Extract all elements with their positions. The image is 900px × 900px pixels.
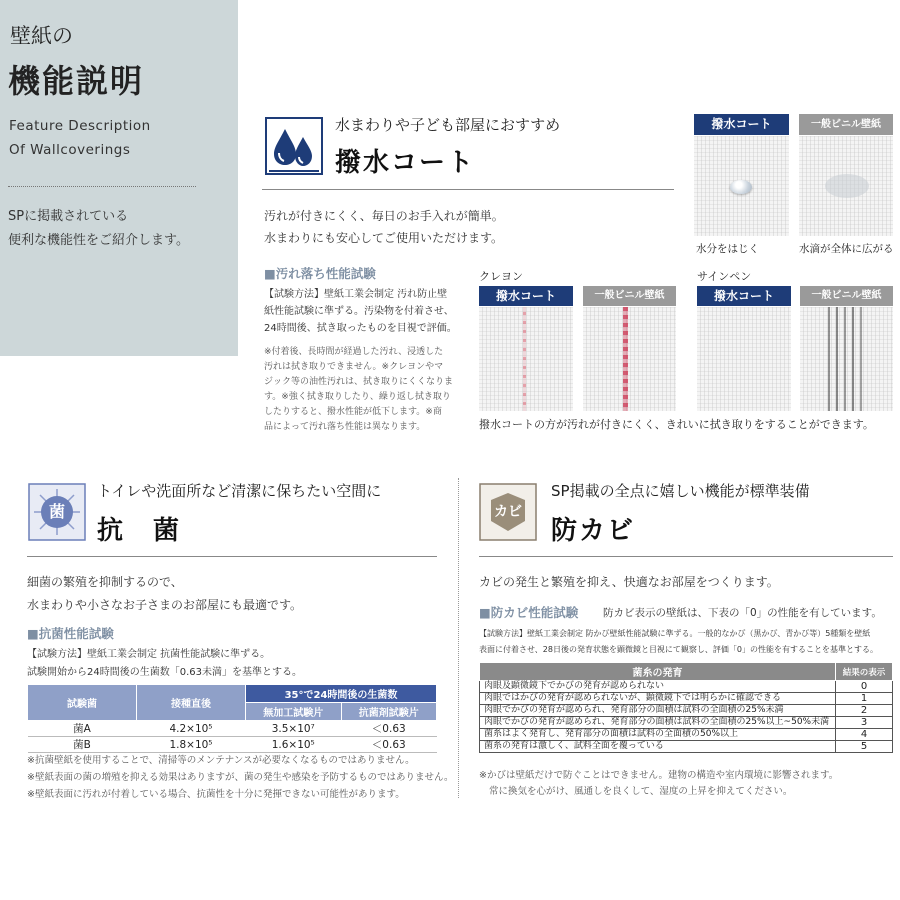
cell-growth: 肉眼でかびの発育が認められ、発育部分の面積は試料の全面積の25%未満 [480, 705, 836, 717]
th-bacteria: 試験菌 [28, 685, 137, 721]
intro-en-line2: Of Wallcoverings [9, 142, 131, 158]
water-test-title: ■汚れ落ち性能試験 [264, 266, 376, 281]
mold-table [479, 662, 893, 753]
water-note: す。※強く拭き取りしたり、繰り返し拭き取り [264, 392, 451, 402]
cell-level: 2 [836, 705, 893, 717]
cell-plain: 1.6×10⁵ [246, 737, 342, 753]
antibac-divider [27, 556, 437, 557]
antibac-note: ※抗菌壁紙を使用することで、清掃等のメンテナンスが必要なくなるものではありません。 [27, 755, 415, 766]
section-separator [458, 478, 459, 798]
antibac-desc-line2: 水まわりや小さなお子さまのお部屋にも最適です。 [27, 598, 303, 612]
water-conclusion: 撥水コートの方が汚れが付きにくく、きれいに拭き取りをすることができます。 [479, 418, 874, 431]
mold-title: 防カビ [551, 516, 636, 546]
antibac-subtitle: トイレや洗面所など清潔に保ちたい空間に [97, 482, 382, 500]
label-vinyl-pen: 一般ビニル壁紙 [800, 286, 893, 306]
antibac-desc-line1: 細菌の繁殖を抑制するので、 [27, 575, 183, 589]
mold-icon [479, 483, 537, 541]
mold-desc: カビの発生と繁殖を抑え、快適なお部屋をつくります。 [479, 575, 779, 589]
antibacterial-icon [28, 483, 86, 541]
caption-vinyl: 水滴が全体に広がる [799, 243, 894, 255]
water-subtitle: 水まわりや子ども部屋におすすめ [335, 116, 561, 134]
mold-method [479, 626, 878, 658]
intro-en-line1: Feature Description [9, 118, 151, 134]
th-result: 結果の表示 [836, 663, 893, 681]
table-row [480, 681, 893, 693]
label-coat-crayon: 撥水コート [479, 286, 573, 306]
mold-note-line1: ※かびは壁紙だけで防ぐことはできません。建物の構造や室内環境に影響されます。 [479, 770, 839, 781]
cell-level: 0 [836, 681, 893, 693]
cell-name: 菌A [28, 721, 137, 737]
water-title: 撥水コート [335, 148, 476, 178]
cell-growth: 肉眼及顕微鏡下でかびの発育が認められない [480, 681, 836, 693]
cell-level: 4 [836, 729, 893, 741]
cell-growth: 肉眼でかびの発育が認められ、発育部分の面積は試料の全面積の25%以上~50%未満 [480, 717, 836, 729]
antibac-method-line2: 試験開始から24時間後の生菌数「0.63未満」を基準とする。 [27, 667, 302, 678]
water-method-line3: 24時間後、拭き取ったものを目視で評価。 [264, 323, 457, 334]
th-group: 35°で24時間後の生菌数 [246, 685, 437, 703]
cell-treated: ＜0.63 [341, 737, 437, 753]
cell-plain: 3.5×10⁷ [246, 721, 342, 737]
antibac-note: ※壁紙表面の菌の増殖を抑える効果はありますが、菌の発生や感染を予防するものではありません。 [27, 772, 454, 783]
mold-test-desc: 防カビ表示の壁紙は、下表の「0」の性能を有しています。 [603, 607, 882, 619]
mold-divider [479, 556, 893, 557]
cell-level: 3 [836, 717, 893, 729]
table-row [480, 717, 893, 729]
cell-growth: 肉眼ではかびの発育が認められないが、顕微鏡下では明らかに確認できる [480, 693, 836, 705]
cell-level: 1 [836, 693, 893, 705]
antibac-method-line1: 【試験方法】壁紙工業会制定 抗菌性能試験に準ずる。 [27, 649, 271, 660]
water-divider [262, 189, 674, 190]
antibac-test-title: ■抗菌性能試験 [27, 626, 114, 641]
table-row [28, 737, 437, 753]
label-vinyl-drop: 一般ビニル壁紙 [799, 114, 893, 135]
mold-icon-text: カビ [494, 504, 522, 520]
antibac-title: 抗 菌 [97, 516, 182, 546]
water-note: 汚れは拭き取りできません。※クレヨンやマ [264, 362, 444, 372]
antibacterial-icon-char: 菌 [48, 502, 65, 521]
mold-method-line2: 表面に付着させ、28日後の発育状態を顕微鏡と目視にて観察し、評価「0」の性能を有することを基準とする。 [479, 645, 879, 654]
mold-test-title: ■防カビ性能試験 [479, 605, 579, 620]
intro-desc-line1: SPに掲載されている [8, 209, 129, 224]
antibac-notes [27, 752, 454, 803]
cell-treated: ＜0.63 [341, 721, 437, 737]
intro-divider [8, 186, 196, 187]
cell-dose: 4.2×10⁵ [137, 721, 246, 737]
intro-title-line2: 機能説明 [8, 62, 145, 100]
coat-droplet-photo [694, 136, 789, 236]
label-vinyl-crayon: 一般ビニル壁紙 [583, 286, 676, 306]
water-notes [264, 345, 469, 435]
crayon-label: クレヨン [479, 270, 523, 283]
water-note: 品によって汚れ落ち性能は異なります。 [264, 422, 426, 432]
water-note: したりすると、撥水性能が低下します。※商 [264, 407, 442, 417]
water-method-line2: 紙性能試験に準ずる。汚染物を付着させ、 [264, 306, 454, 317]
antibac-note: ※壁紙表面に汚れが付着している場合、抗菌性を十分に発揮できない可能性があります。 [27, 789, 405, 800]
water-test-method [264, 286, 457, 337]
table-row [28, 721, 437, 737]
mold-method-line1: 【試験方法】壁紙工業会制定 防かび壁紙性能試験に準ずる。一般的なかび（黒かび、青かび等）5種類を壁紙 [479, 629, 871, 638]
water-note: ジック等の油性汚れは、拭き取りにくくなりま [264, 377, 454, 387]
pen-coat-photo [697, 307, 791, 411]
water-desc-line1: 汚れが付きにくく、毎日のお手入れが簡単。 [264, 209, 504, 223]
water-drops-icon [265, 117, 323, 175]
th-growth: 菌糸の発育 [480, 663, 836, 681]
intro-panel [0, 0, 238, 356]
label-coat-drop: 撥水コート [694, 114, 789, 135]
cell-dose: 1.8×10⁵ [137, 737, 246, 753]
pen-label: サインペン [697, 270, 752, 283]
crayon-vinyl-photo [583, 307, 676, 411]
cell-growth: 菌糸はよく発育し、発育部分の面積は試料の全面積の50%以上 [480, 729, 836, 741]
water-method-line1: 【試験方法】壁紙工業会制定 汚れ防止壁 [264, 289, 448, 300]
intro-title-line1: 壁紙の [10, 24, 73, 48]
table-row [480, 693, 893, 705]
vinyl-droplet-photo [799, 136, 893, 236]
th-plain: 無加工試験片 [246, 703, 342, 721]
intro-desc-line2: 便利な機能性をご紹介します。 [8, 233, 189, 248]
table-row [480, 741, 893, 753]
water-desc-line2: 水まわりにも安心してご使用いただけます。 [264, 231, 504, 245]
antibac-table [27, 684, 437, 753]
table-row [480, 729, 893, 741]
cell-level: 5 [836, 741, 893, 753]
cell-name: 菌B [28, 737, 137, 753]
pen-vinyl-photo [800, 307, 893, 411]
table-row [480, 705, 893, 717]
water-note: ※付着後、長時間が経過した汚れ、浸透した [264, 347, 444, 357]
crayon-coat-photo [479, 307, 573, 411]
label-coat-pen: 撥水コート [697, 286, 791, 306]
caption-coat: 水分をはじく [696, 243, 759, 255]
th-treated: 抗菌剤試験片 [341, 703, 437, 721]
mold-notes [479, 768, 838, 800]
th-dose: 接種直後 [137, 685, 246, 721]
mold-subtitle: SP掲載の全点に嬉しい機能が標準装備 [551, 482, 810, 500]
mold-note-line2: 常に換気を心がけ、風通しを良くして、湿度の上昇を抑えてください。 [489, 786, 793, 797]
cell-growth: 菌糸の発育は激しく、試料全面を覆っている [480, 741, 836, 753]
